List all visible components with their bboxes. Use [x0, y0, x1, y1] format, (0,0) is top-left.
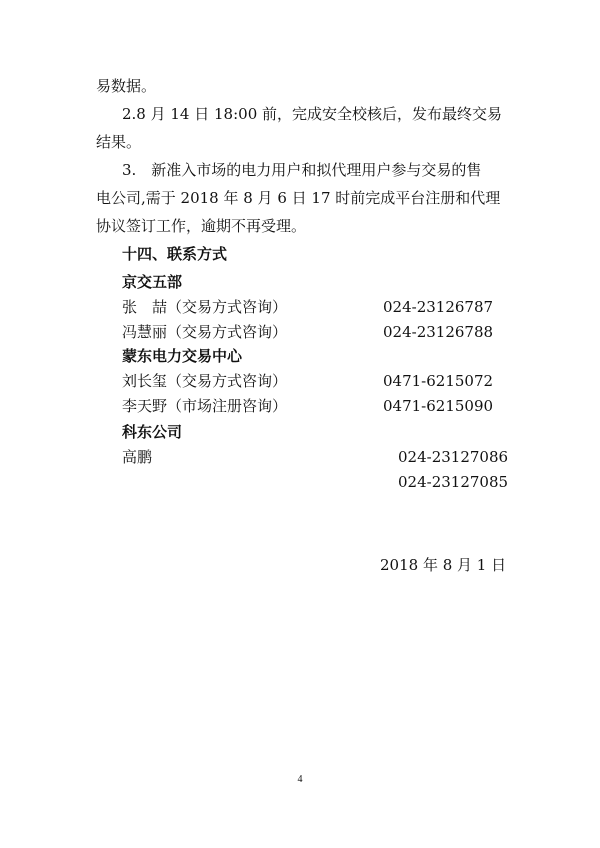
contact-name: 张 喆（交易方式咨询）	[122, 298, 288, 316]
contact-name: 冯慧丽（交易方式咨询）	[122, 323, 288, 341]
contact-phone: 024-23126787	[383, 298, 494, 316]
paragraph-line-1: 易数据。	[96, 77, 157, 95]
page-number: 4	[297, 774, 303, 785]
paragraph-line-2: 2.8 月 14 日 18:00 前，完成安全校核后，发布最终交易	[122, 105, 503, 123]
contact-name: 李天野（市场注册咨询）	[122, 397, 288, 415]
group-title-kedong: 科东公司	[122, 423, 183, 441]
contact-name: 刘长玺（交易方式咨询）	[122, 372, 288, 390]
contact-phone: 0471-6215090	[383, 397, 494, 415]
group-title-mengdong: 蒙东电力交易中心	[122, 347, 243, 365]
paragraph-line-4: 3. 新准入市场的电力用户和拟代理用户参与交易的售	[122, 161, 482, 179]
contact-phone: 024-23127085	[398, 473, 509, 491]
section-heading-contact: 十四、联系方式	[122, 245, 228, 263]
contact-phone: 024-23127086	[398, 448, 509, 466]
contact-phone: 0471-6215072	[383, 372, 494, 390]
paragraph-line-5: 电公司,需于 2018 年 8 月 6 日 17 时前完成平台注册和代理	[96, 189, 501, 207]
paragraph-line-3: 结果。	[96, 133, 142, 151]
contact-name: 高鹏	[122, 448, 153, 466]
contact-phone: 024-23126788	[383, 323, 494, 341]
document-date: 2018 年 8 月 1 日	[380, 556, 507, 574]
group-title-jingjiao: 京交五部	[122, 273, 183, 291]
paragraph-line-6: 协议签订工作，逾期不再受理。	[96, 217, 307, 235]
